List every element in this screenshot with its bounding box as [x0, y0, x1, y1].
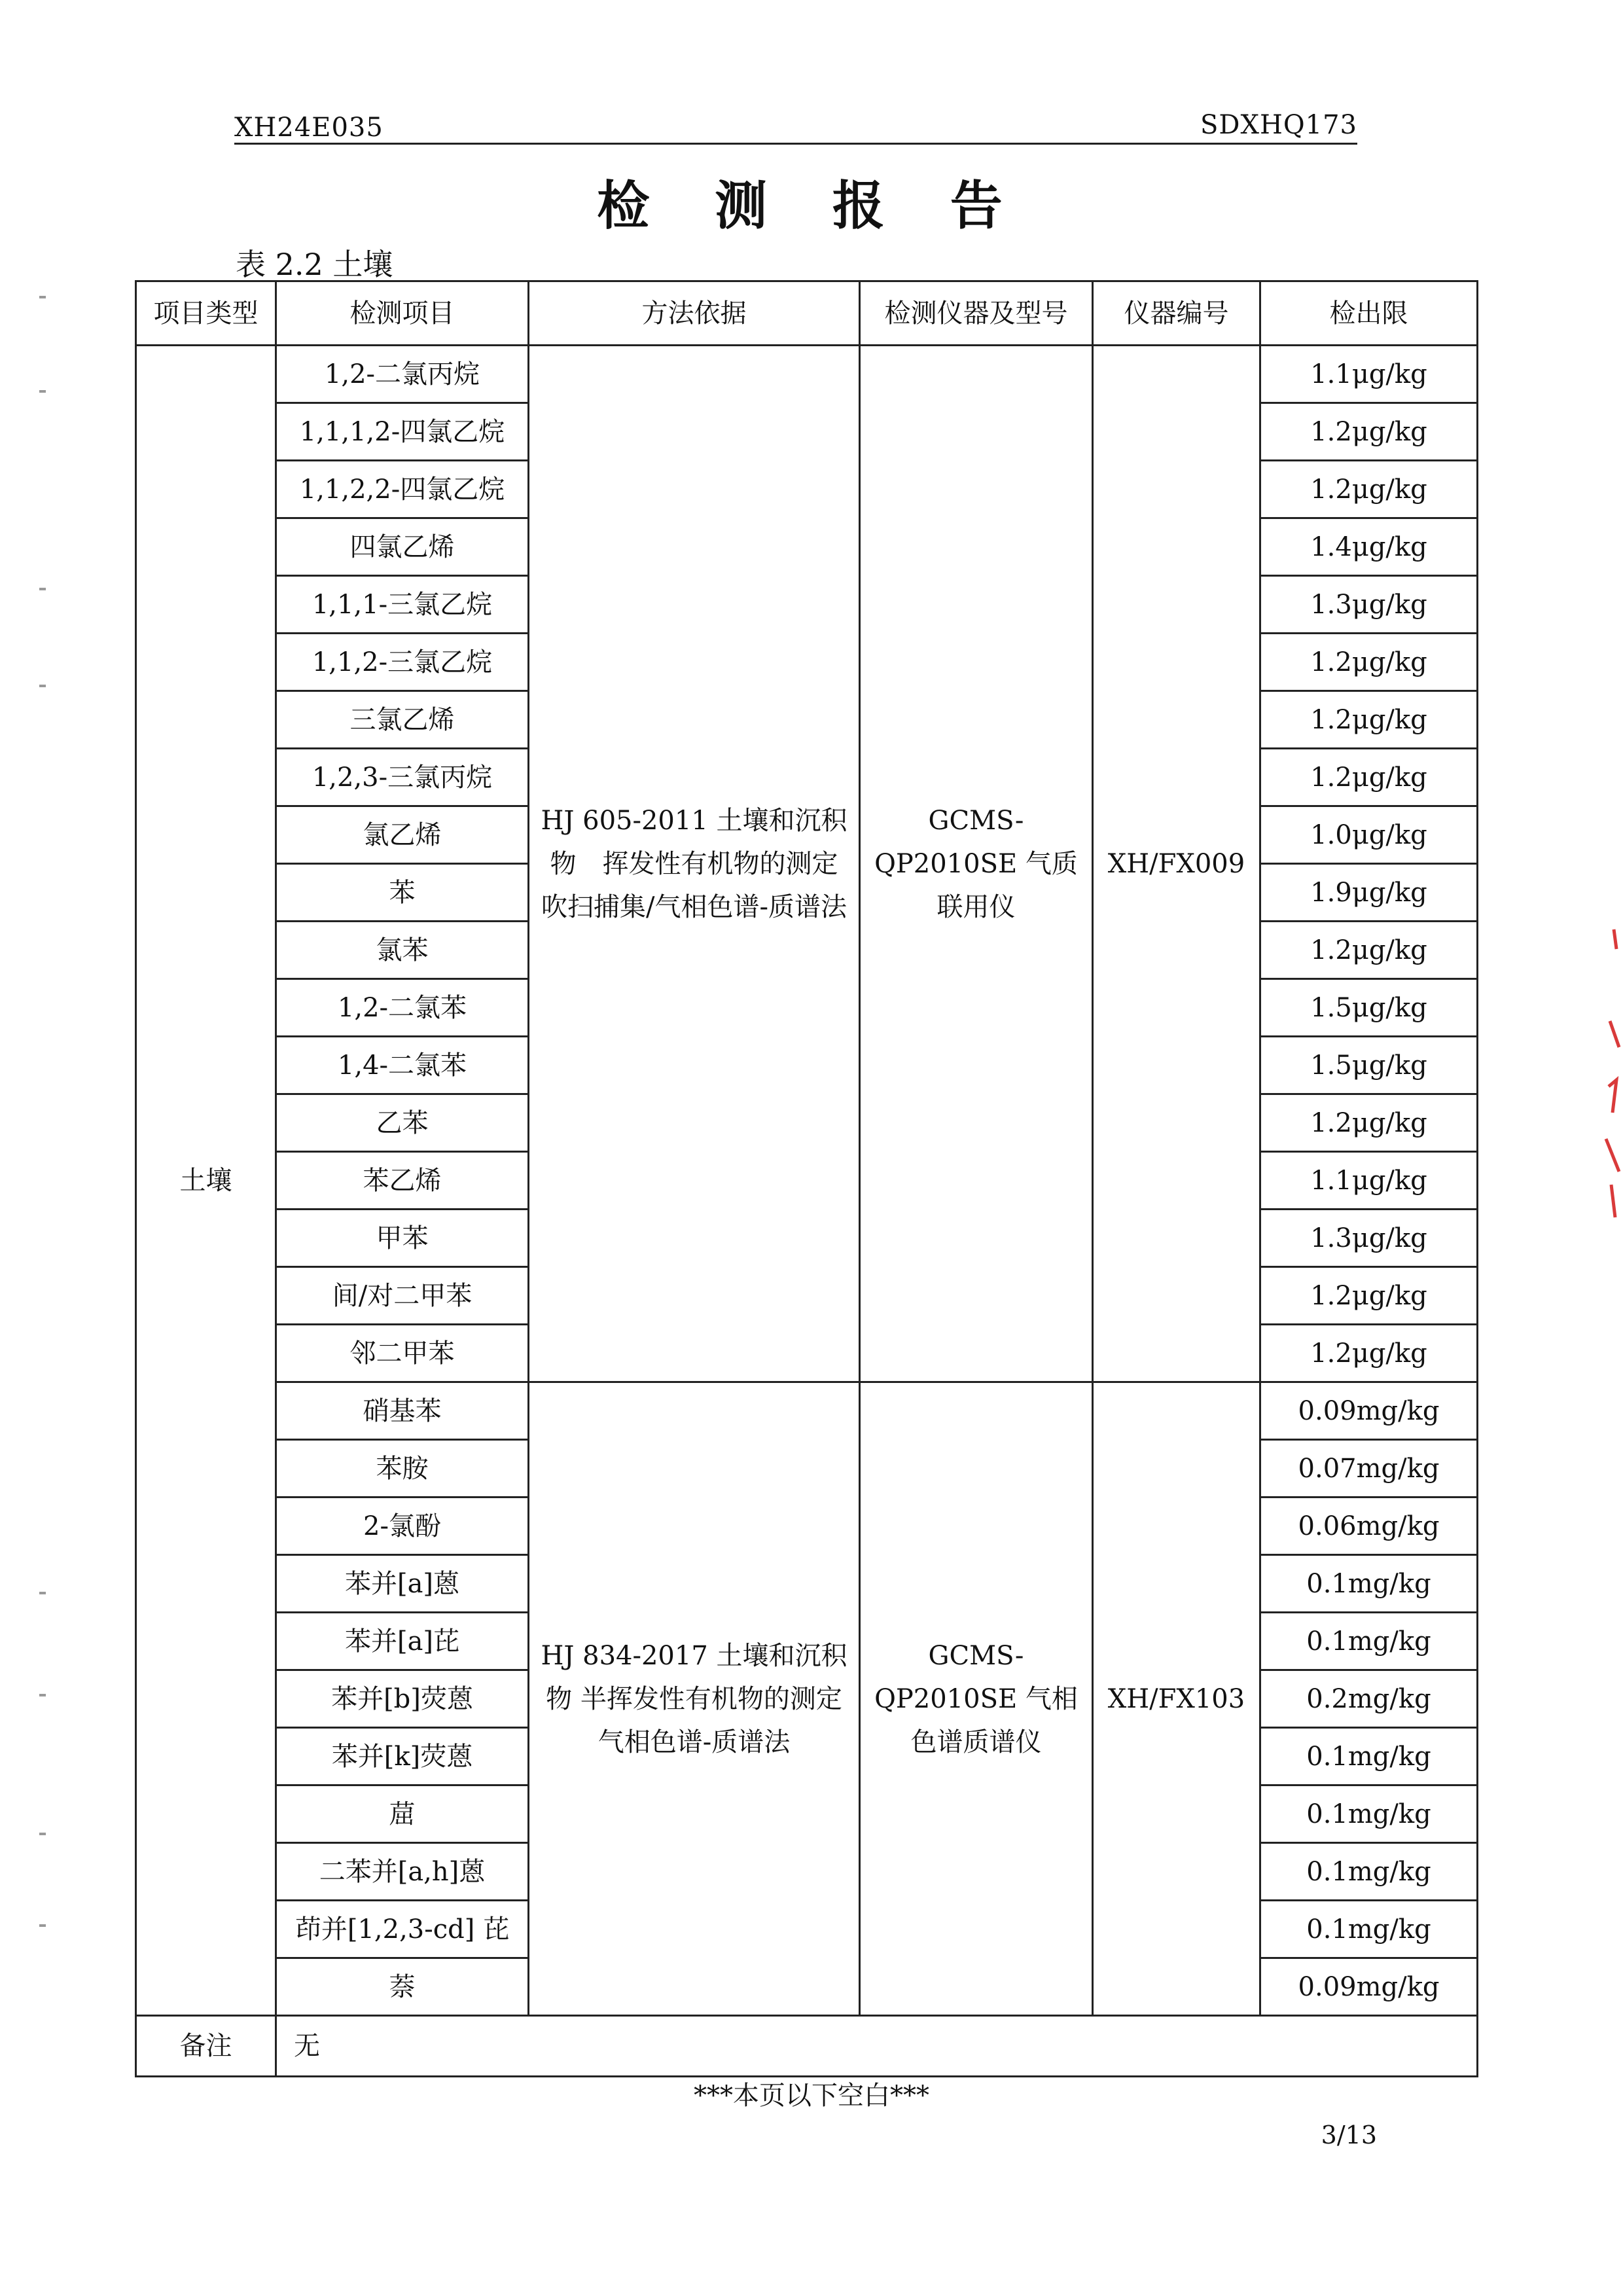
item-cell: 三氯乙烯 [276, 691, 529, 749]
scan-margin-mark [39, 390, 46, 393]
detection-limit-cell: 1.3μg/kg [1260, 576, 1478, 634]
detection-limit-cell: 1.2μg/kg [1260, 691, 1478, 749]
item-cell: 氯乙烯 [276, 806, 529, 864]
detection-limit-cell: 0.1mg/kg [1260, 1555, 1478, 1613]
detection-limit-cell: 1.2μg/kg [1260, 1094, 1478, 1152]
detection-limit-cell: 1.0μg/kg [1260, 806, 1478, 864]
item-cell: 苯并[k]荧蒽 [276, 1728, 529, 1785]
detection-limit-cell: 1.5μg/kg [1260, 979, 1478, 1037]
detection-limit-cell: 0.1mg/kg [1260, 1613, 1478, 1670]
detection-limit-cell: 0.1mg/kg [1260, 1728, 1478, 1785]
item-cell: 1,1,1-三氯乙烷 [276, 576, 529, 634]
item-cell: 二苯并[a,h]蒽 [276, 1843, 529, 1901]
form-code: SDXHQ173 [1200, 110, 1357, 140]
table-caption: 表 2.2 土壤 [236, 247, 393, 282]
table-row [136, 346, 1478, 403]
item-cell: 苯并[a]蒽 [276, 1555, 529, 1613]
detection-limit-cell: 0.07mg/kg [1260, 1440, 1478, 1498]
method-cell: HJ 834-2017 土壤和沉积物 半挥发性有机物的测定 气相色谱-质谱法 [529, 1382, 860, 2016]
red-seal-edge [1597, 923, 1623, 1224]
page-number: 3/13 [1321, 2121, 1377, 2149]
item-cell: 乙苯 [276, 1094, 529, 1152]
column-header: 检测仪器及型号 [860, 281, 1093, 346]
detection-limit-cell: 1.5μg/kg [1260, 1037, 1478, 1094]
item-cell: 1,1,2-三氯乙烷 [276, 634, 529, 691]
table-header-row [136, 281, 1478, 346]
detection-limit-cell: 1.1μg/kg [1260, 346, 1478, 403]
item-cell: 茚并[1,2,3-cd] 芘 [276, 1901, 529, 1958]
scan-margin-mark [39, 296, 46, 298]
instrument-cell: GCMS-QP2010SE 气质联用仪 [860, 346, 1093, 1382]
end-of-page-note: ***本页以下空白*** [694, 2081, 929, 2111]
column-header: 仪器编号 [1093, 281, 1260, 346]
report-number: XH24E035 [234, 113, 383, 143]
item-cell: 四氯乙烯 [276, 518, 529, 576]
scan-margin-mark [39, 1833, 46, 1835]
item-cell: 萘 [276, 1958, 529, 2016]
remark-label: 备注 [136, 2016, 276, 2077]
detection-limit-cell: 1.2μg/kg [1260, 1267, 1478, 1325]
detection-limit-cell: 1.1μg/kg [1260, 1152, 1478, 1210]
category-cell: 土壤 [136, 346, 276, 2016]
scan-margin-mark [39, 1924, 46, 1927]
detection-limit-cell: 1.3μg/kg [1260, 1210, 1478, 1267]
instrument-cell: GCMS-QP2010SE 气相色谱质谱仪 [860, 1382, 1093, 2016]
item-cell: 1,2-二氯丙烷 [276, 346, 529, 403]
item-cell: 苯并[b]荧蒽 [276, 1670, 529, 1728]
item-cell: 1,2,3-三氯丙烷 [276, 749, 529, 806]
item-cell: 苯乙烯 [276, 1152, 529, 1210]
detection-limit-cell: 1.2μg/kg [1260, 403, 1478, 461]
instrument-number-cell: XH/FX103 [1093, 1382, 1260, 2016]
detection-limit-cell: 1.9μg/kg [1260, 864, 1478, 922]
detection-limit-cell: 1.4μg/kg [1260, 518, 1478, 576]
item-cell: 苯胺 [276, 1440, 529, 1498]
scan-margin-mark [39, 1694, 46, 1696]
item-cell: 1,4-二氯苯 [276, 1037, 529, 1094]
item-cell: 苯 [276, 864, 529, 922]
method-cell: HJ 605-2011 土壤和沉积物 挥发性有机物的测定 吹扫捕集/气相色谱-质谱法 [529, 346, 860, 1382]
item-cell: 邻二甲苯 [276, 1325, 529, 1382]
remark-row [136, 2016, 1478, 2077]
detection-limit-cell: 0.1mg/kg [1260, 1901, 1478, 1958]
detection-limit-cell: 1.2μg/kg [1260, 461, 1478, 518]
item-cell: 间/对二甲苯 [276, 1267, 529, 1325]
item-cell: 䓛 [276, 1785, 529, 1843]
scan-margin-mark [39, 1592, 46, 1594]
instrument-number-cell: XH/FX009 [1093, 346, 1260, 1382]
item-cell: 甲苯 [276, 1210, 529, 1267]
detection-limit-cell: 0.06mg/kg [1260, 1498, 1478, 1555]
item-cell: 2-氯酚 [276, 1498, 529, 1555]
scan-margin-mark [39, 588, 46, 590]
column-header: 检测项目 [276, 281, 529, 346]
header-divider [234, 143, 1357, 145]
detection-limit-cell: 0.09mg/kg [1260, 1382, 1478, 1440]
detection-limit-cell: 1.2μg/kg [1260, 634, 1478, 691]
item-cell: 氯苯 [276, 922, 529, 979]
detection-limit-cell: 0.1mg/kg [1260, 1785, 1478, 1843]
item-cell: 1,2-二氯苯 [276, 979, 529, 1037]
seal-stroke [1606, 929, 1619, 1217]
detection-limit-cell: 0.09mg/kg [1260, 1958, 1478, 2016]
detection-limit-table [135, 280, 1478, 2077]
detection-limit-cell: 1.2μg/kg [1260, 1325, 1478, 1382]
item-cell: 1,1,2,2-四氯乙烷 [276, 461, 529, 518]
detection-limit-cell: 0.1mg/kg [1260, 1843, 1478, 1901]
item-cell: 1,1,1,2-四氯乙烷 [276, 403, 529, 461]
column-header: 项目类型 [136, 281, 276, 346]
remark-value: 无 [276, 2016, 1478, 2077]
detection-limit-cell: 1.2μg/kg [1260, 749, 1478, 806]
column-header: 检出限 [1260, 281, 1478, 346]
item-cell: 硝基苯 [276, 1382, 529, 1440]
column-header: 方法依据 [529, 281, 860, 346]
scan-margin-mark [39, 685, 46, 687]
detection-limit-cell: 0.2mg/kg [1260, 1670, 1478, 1728]
table-body [136, 346, 1478, 2016]
item-cell: 苯并[a]芘 [276, 1613, 529, 1670]
page-title: 检 测 报 告 [597, 175, 1026, 236]
table-row [136, 1382, 1478, 1440]
detection-limit-cell: 1.2μg/kg [1260, 922, 1478, 979]
